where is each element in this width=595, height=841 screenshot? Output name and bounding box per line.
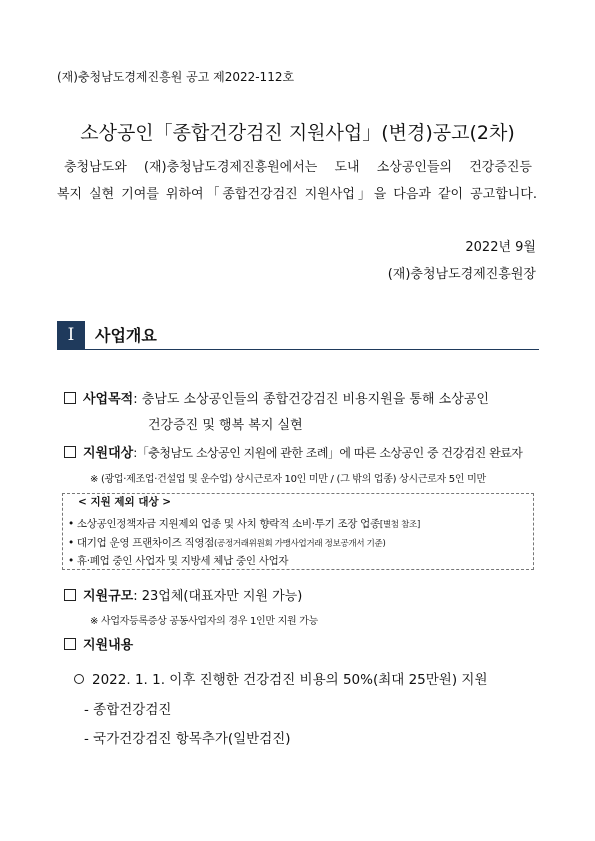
intro-line-2: 복지 실현 기여를 위하여「종합건강검진 지원사업」을 다음과 같이 공고합니다.	[57, 187, 537, 202]
scale-note: ※ 사업자등록증상 공동사업자의 경우 1인만 지원 가능	[90, 616, 318, 627]
scale-value: : 23업체(대표자만 지원 가능)	[133, 589, 303, 604]
purpose-row	[64, 388, 489, 407]
purpose-value-cont: 건강증진 및 행복 복지 실현	[148, 418, 303, 433]
issuer-name: (재)충청남도경제진흥원장	[387, 267, 536, 282]
exclusion-item-1-text: • 소상공인정책자금 지원제외 업종 및 사치 향락적 소비·투기 조장 업종	[68, 518, 380, 530]
circle-bullet-icon	[74, 674, 84, 684]
scale-label: 지원규모	[83, 589, 134, 604]
checkbox-icon	[64, 392, 76, 404]
target-row	[64, 442, 522, 461]
purpose-value: : 충남도 소상공인들의 종합건강검진 비용지원을 통해 소상공인	[133, 392, 489, 407]
target-value: :「충청남도 소상공인 지원에 관한 조례」에 따른 소상공인 중 건강검진 완료자	[133, 446, 523, 460]
scale-row	[64, 585, 302, 604]
section-title: 사업개요	[95, 326, 157, 345]
section-number-badge: Ⅰ	[57, 321, 85, 349]
content-label: 지원내용	[83, 638, 134, 653]
content-sub-item-2: - 국가건강검진 항목추가(일반검진)	[84, 731, 291, 747]
content-bullet	[74, 668, 488, 688]
exclusion-item-1-ref: [별첨 참조]	[379, 520, 420, 530]
document-title: 소상공인「종합건강검진 지원사업」(변경)공고(2차)	[80, 122, 515, 144]
notice-date: 2022년 9월	[465, 240, 536, 255]
checkbox-icon	[64, 638, 76, 650]
intro-line-1: 충청남도와 (재)충청남도경제진흥원에서는 도내 소상공인들의 건강증진등	[64, 160, 532, 175]
exclusion-item-3: • 휴·폐업 중인 사업자 및 지방세 체납 중인 사업자	[68, 555, 289, 567]
purpose-label: 사업목적	[83, 392, 134, 407]
exclusion-item-2-text: • 대기업 운영 프랜차이즈 직영점	[68, 537, 215, 549]
notice-number: (재)충청남도경제진흥원 공고 제2022-112호	[57, 70, 295, 84]
content-bullet-text: 2022. 1. 1. 이후 진행한 건강검진 비용의 50%(최대 25만원) 지원	[92, 672, 488, 688]
exclusion-item-2	[68, 535, 385, 550]
exclusion-item-2-ref: (공정거래위원회 가맹사업거래 정보공개서 기준)	[214, 539, 386, 549]
target-note: ※ (광업·제조업·건설업 및 운수업) 상시근로자 10인 미만 / (그 밖의 업종) 상시근로자 5인 미만	[90, 474, 486, 485]
target-label: 지원대상	[83, 446, 134, 461]
content-row	[64, 634, 133, 653]
exclusion-title: < 지원 제외 대상 >	[74, 494, 175, 509]
exclusion-item-1	[68, 516, 420, 531]
checkbox-icon	[64, 589, 76, 601]
section-divider	[57, 349, 539, 350]
checkbox-icon	[64, 446, 76, 458]
content-sub-item-1: - 종합건강검진	[84, 702, 172, 718]
